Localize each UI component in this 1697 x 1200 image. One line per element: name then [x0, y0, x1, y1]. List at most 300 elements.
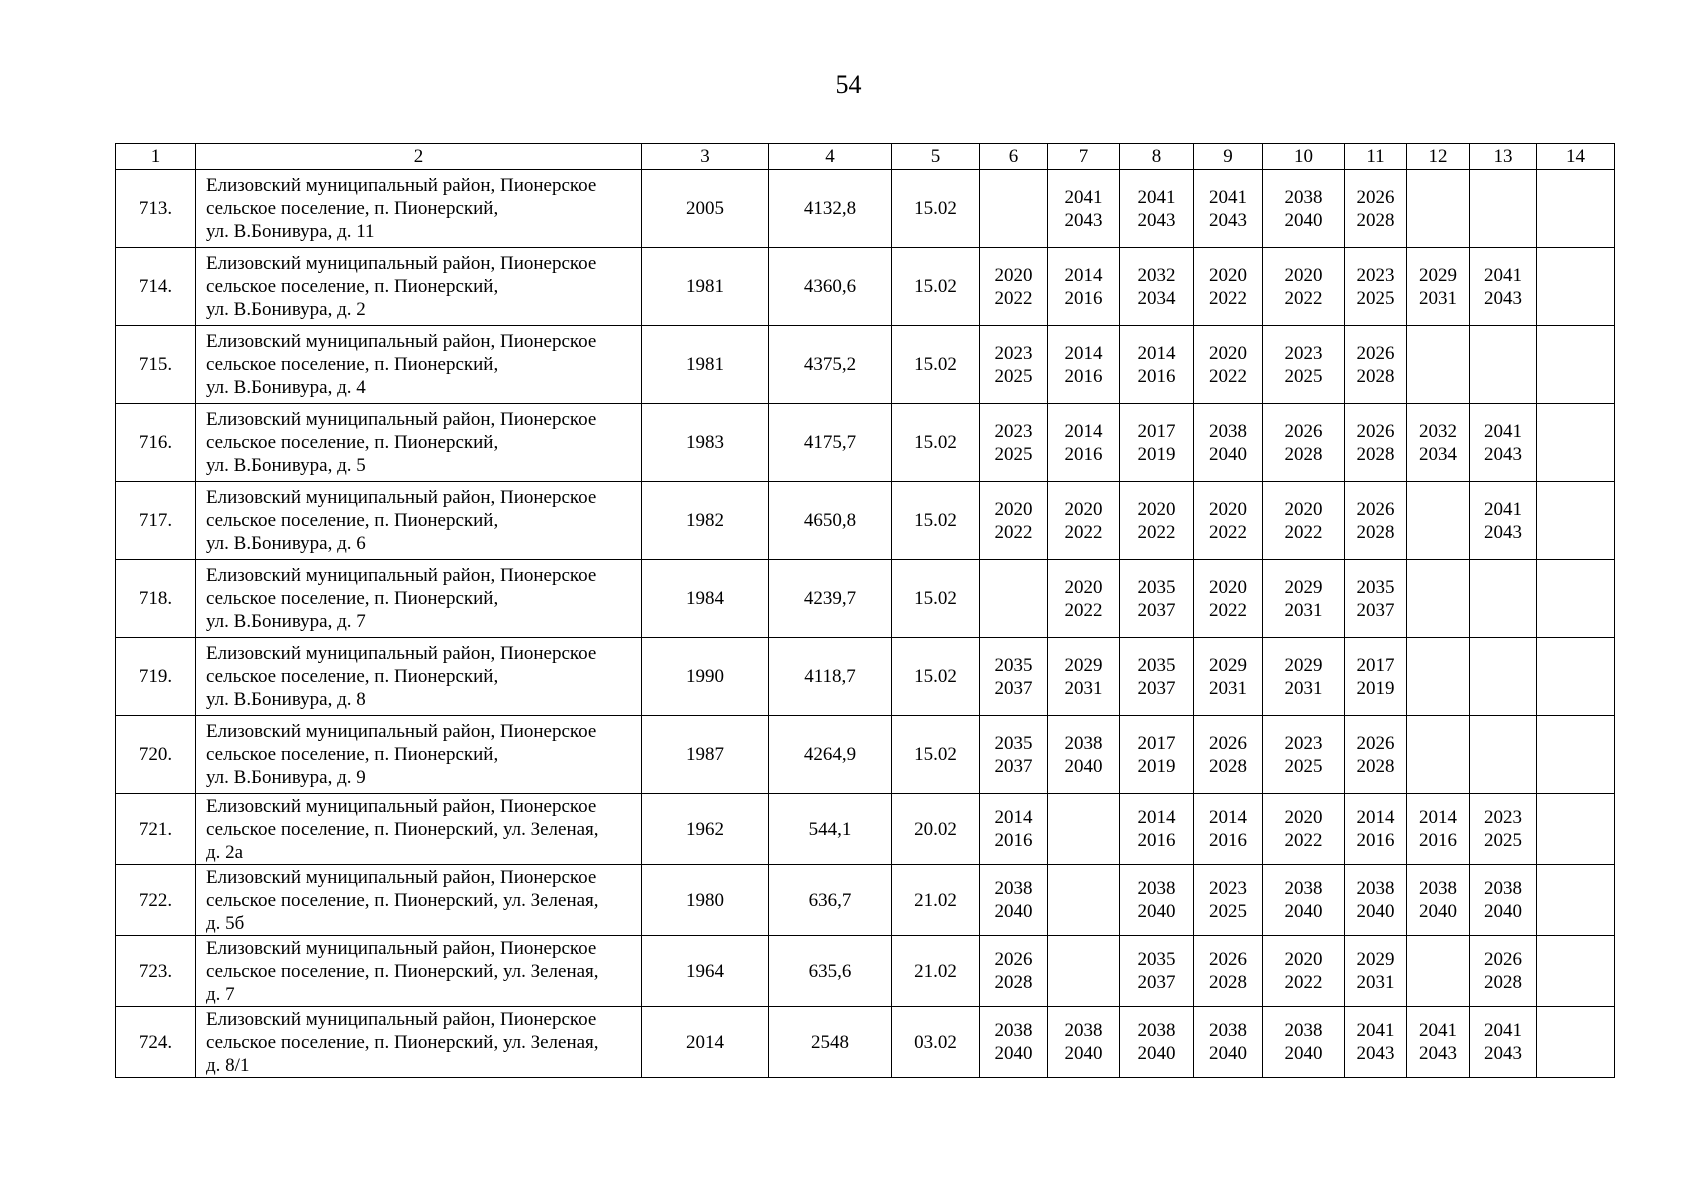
period-cell-c11: [1345, 936, 1407, 1007]
row-number: 715.: [116, 326, 196, 404]
period-start: 2035: [1356, 576, 1395, 598]
period-end: 2022: [1284, 830, 1323, 851]
period-start: 2029: [1209, 654, 1247, 676]
period-cell-c10: [1263, 326, 1345, 404]
period-cell-c6: [980, 326, 1048, 404]
period-end: 2040: [1356, 901, 1395, 922]
period-start: 2014: [1064, 342, 1103, 364]
period-start: 2029: [1284, 654, 1323, 676]
period-start: 2041: [1064, 186, 1103, 208]
code-cell: 15.02: [892, 638, 980, 716]
period-cell-c8: [1120, 794, 1194, 865]
address-line: сельское поселение, п. Пионерский,: [206, 198, 499, 219]
period-cell-c13: [1470, 326, 1537, 404]
period-start: 2038: [994, 1020, 1033, 1041]
period-start: 2023: [1284, 732, 1323, 754]
period-end: 2022: [1137, 521, 1176, 543]
period-end: 2028: [1484, 972, 1522, 993]
period-end: 2031: [1419, 287, 1457, 309]
address-cell: [196, 482, 642, 560]
period-start: 2035: [1137, 576, 1176, 598]
col14-cell: [1537, 404, 1615, 482]
period-cell-c9: [1194, 936, 1263, 1007]
period-end: 2034: [1419, 443, 1457, 465]
area-cell: 4239,7: [769, 560, 892, 638]
period-start: 2014: [1419, 807, 1457, 828]
period-cell-c6: [980, 170, 1048, 248]
period-end: 2043: [1484, 521, 1522, 543]
period-end: 2019: [1137, 755, 1176, 777]
period-cell-c12: [1407, 560, 1470, 638]
period-end: 2019: [1356, 677, 1395, 699]
period-end: 2043: [1484, 443, 1522, 465]
area-cell: 4360,6: [769, 248, 892, 326]
col14-cell: [1537, 936, 1615, 1007]
period-start: 2026: [1356, 420, 1395, 442]
row-number: 721.: [116, 794, 196, 865]
address-line: ул. В.Бонивура, д. 2: [206, 299, 366, 320]
period-start: 2041: [1484, 498, 1522, 520]
row-number: 713.: [116, 170, 196, 248]
address-line: сельское поселение, п. Пионерский,: [206, 510, 499, 531]
area-cell: 4264,9: [769, 716, 892, 794]
table-row: [116, 936, 1615, 1007]
period-end: 2034: [1137, 287, 1176, 309]
header-cell: 14: [1537, 144, 1615, 170]
period-start: 2023: [1484, 807, 1522, 828]
data-table: [115, 143, 1615, 1078]
period-end: 2019: [1137, 443, 1176, 465]
header-cell: 5: [892, 144, 980, 170]
period-cell-c12: [1407, 936, 1470, 1007]
period-end: 2022: [1209, 365, 1247, 387]
address-line: сельское поселение, п. Пионерский,: [206, 666, 499, 687]
address-line: Елизовский муниципальный район, Пионерское: [206, 795, 597, 817]
period-end: 2028: [1356, 521, 1395, 543]
period-end: 2022: [994, 287, 1033, 309]
period-end: 2040: [1209, 1043, 1247, 1064]
header-cell: 7: [1048, 144, 1120, 170]
period-cell-c6: [980, 716, 1048, 794]
period-end: 2025: [1356, 287, 1395, 309]
code-cell: 15.02: [892, 482, 980, 560]
table-row: [116, 794, 1615, 865]
period-start: 2014: [1064, 420, 1103, 442]
period-cell-c11: [1345, 404, 1407, 482]
period-cell-c12: [1407, 326, 1470, 404]
period-cell-c11: [1345, 1007, 1407, 1078]
period-cell-c12: [1407, 1007, 1470, 1078]
period-end: 2016: [1419, 830, 1457, 851]
period-start: 2026: [1356, 186, 1395, 208]
period-start: 2026: [994, 949, 1033, 970]
address-line: сельское поселение, п. Пионерский, ул. Зеленая,: [206, 889, 599, 911]
address-line: Елизовский муниципальный район, Пионерское: [206, 866, 597, 888]
period-start: 2026: [1484, 949, 1522, 970]
period-start: 2014: [1137, 807, 1176, 828]
col14-cell: [1537, 1007, 1615, 1078]
address-line: сельское поселение, п. Пионерский,: [206, 744, 499, 765]
period-start: 2020: [1137, 498, 1176, 520]
period-start: 2014: [1356, 807, 1395, 828]
period-cell-c9: [1194, 794, 1263, 865]
code-cell: 03.02: [892, 1007, 980, 1078]
period-end: 2028: [1284, 443, 1323, 465]
period-end: 2043: [1356, 1043, 1395, 1064]
period-start: 2014: [1064, 264, 1103, 286]
period-end: 2025: [1284, 365, 1323, 387]
period-cell-c9: [1194, 170, 1263, 248]
period-cell-c10: [1263, 1007, 1345, 1078]
address-line: сельское поселение, п. Пионерский,: [206, 276, 499, 297]
period-cell-c6: [980, 248, 1048, 326]
header-cell: 4: [769, 144, 892, 170]
period-end: 2028: [1356, 209, 1395, 231]
table-row: [116, 404, 1615, 482]
period-end: 2022: [1284, 521, 1323, 543]
address-line: сельское поселение, п. Пионерский,: [206, 588, 499, 609]
period-cell-c13: [1470, 248, 1537, 326]
period-end: 2022: [1209, 599, 1247, 621]
address-cell: [196, 716, 642, 794]
table-row: [116, 170, 1615, 248]
address-line: ул. В.Бонивура, д. 6: [206, 533, 366, 554]
period-cell-c12: [1407, 638, 1470, 716]
period-cell-c13: [1470, 560, 1537, 638]
table-row: [116, 638, 1615, 716]
period-start: 2026: [1284, 420, 1323, 442]
period-end: 2016: [1137, 365, 1176, 387]
period-cell-c9: [1194, 865, 1263, 936]
period-cell-c9: [1194, 560, 1263, 638]
address-cell: [196, 865, 642, 936]
year-cell: 2014: [642, 1007, 769, 1078]
period-end: 2016: [1356, 830, 1395, 851]
address-cell: [196, 326, 642, 404]
year-cell: 1983: [642, 404, 769, 482]
period-cell-c9: [1194, 716, 1263, 794]
period-cell-c7: [1048, 170, 1120, 248]
period-start: 2035: [1137, 949, 1176, 970]
col14-cell: [1537, 248, 1615, 326]
row-number: 716.: [116, 404, 196, 482]
address-line: ул. В.Бонивура, д. 9: [206, 767, 366, 788]
period-cell-c6: [980, 865, 1048, 936]
year-cell: 1964: [642, 936, 769, 1007]
period-cell-c12: [1407, 716, 1470, 794]
period-cell-c9: [1194, 482, 1263, 560]
area-cell: 4175,7: [769, 404, 892, 482]
table-row: [116, 560, 1615, 638]
period-cell-c11: [1345, 170, 1407, 248]
col14-cell: [1537, 638, 1615, 716]
period-start: 2038: [1137, 878, 1176, 899]
row-number: 724.: [116, 1007, 196, 1078]
code-cell: 15.02: [892, 404, 980, 482]
period-end: 2037: [1137, 972, 1176, 993]
period-start: 2026: [1209, 949, 1247, 970]
period-end: 2031: [1284, 599, 1323, 621]
period-end: 2028: [1356, 443, 1395, 465]
address-line: д. 2а: [206, 841, 244, 863]
period-cell-c6: [980, 638, 1048, 716]
period-end: 2016: [1064, 443, 1103, 465]
period-cell-c11: [1345, 248, 1407, 326]
period-start: 2038: [1356, 878, 1395, 899]
period-start: 2026: [1356, 342, 1395, 364]
period-cell-c6: [980, 482, 1048, 560]
period-cell-c10: [1263, 248, 1345, 326]
header-cell: 3: [642, 144, 769, 170]
period-start: 2038: [994, 878, 1033, 899]
address-line: сельское поселение, п. Пионерский,: [206, 354, 499, 375]
period-start: 2038: [1284, 878, 1323, 899]
code-cell: 15.02: [892, 248, 980, 326]
period-end: 2022: [1064, 521, 1103, 543]
period-cell-c11: [1345, 326, 1407, 404]
period-end: 2022: [1284, 972, 1323, 993]
period-cell-c7: [1048, 794, 1120, 865]
address-line: сельское поселение, п. Пионерский, ул. Зеленая,: [206, 960, 599, 982]
period-cell-c10: [1263, 865, 1345, 936]
year-cell: 1981: [642, 248, 769, 326]
period-start: 2038: [1284, 1020, 1323, 1041]
period-end: 2043: [1209, 209, 1247, 231]
period-cell-c10: [1263, 638, 1345, 716]
period-end: 2022: [1064, 599, 1103, 621]
year-cell: 1990: [642, 638, 769, 716]
row-number: 719.: [116, 638, 196, 716]
period-end: 2028: [994, 972, 1033, 993]
col14-cell: [1537, 482, 1615, 560]
period-cell-c6: [980, 560, 1048, 638]
period-cell-c11: [1345, 482, 1407, 560]
period-end: 2040: [1209, 443, 1247, 465]
period-start: 2041: [1484, 264, 1522, 286]
col14-cell: [1537, 716, 1615, 794]
period-cell-c10: [1263, 794, 1345, 865]
period-cell-c7: [1048, 638, 1120, 716]
address-line: д. 5б: [206, 912, 245, 934]
code-cell: 15.02: [892, 560, 980, 638]
period-cell-c8: [1120, 1007, 1194, 1078]
period-cell-c7: [1048, 716, 1120, 794]
period-start: 2020: [1209, 576, 1247, 598]
period-start: 2032: [1137, 264, 1176, 286]
period-start: 2038: [1137, 1020, 1176, 1041]
period-start: 2023: [1209, 878, 1247, 899]
period-start: 2017: [1137, 420, 1176, 442]
period-end: 2025: [1209, 901, 1247, 922]
period-cell-c9: [1194, 404, 1263, 482]
period-end: 2043: [1419, 1043, 1457, 1064]
period-start: 2020: [1064, 498, 1103, 520]
period-cell-c7: [1048, 560, 1120, 638]
period-start: 2017: [1356, 654, 1395, 676]
period-end: 2037: [994, 755, 1033, 777]
address-line: Елизовский муниципальный район, Пионерское: [206, 409, 597, 430]
col14-cell: [1537, 794, 1615, 865]
col14-cell: [1537, 170, 1615, 248]
address-line: Елизовский муниципальный район, Пионерское: [206, 643, 597, 664]
period-end: 2037: [994, 677, 1033, 699]
table-row: [116, 482, 1615, 560]
period-start: 2038: [1064, 1020, 1103, 1041]
address-line: Елизовский муниципальный район, Пионерское: [206, 721, 597, 742]
header-cell: 13: [1470, 144, 1537, 170]
period-start: 2041: [1137, 186, 1176, 208]
period-end: 2025: [994, 443, 1033, 465]
period-cell-c11: [1345, 865, 1407, 936]
period-cell-c6: [980, 794, 1048, 865]
period-end: 2040: [994, 1043, 1033, 1064]
period-cell-c8: [1120, 482, 1194, 560]
period-start: 2035: [1137, 654, 1176, 676]
period-start: 2038: [1284, 186, 1323, 208]
period-end: 2043: [1064, 209, 1103, 231]
address-line: Елизовский муниципальный район, Пионерское: [206, 1008, 597, 1030]
period-cell-c12: [1407, 865, 1470, 936]
period-cell-c6: [980, 936, 1048, 1007]
period-start: 2026: [1209, 732, 1247, 754]
period-cell-c8: [1120, 170, 1194, 248]
period-cell-c8: [1120, 248, 1194, 326]
row-number: 723.: [116, 936, 196, 1007]
period-start: 2020: [1284, 807, 1323, 828]
period-end: 2040: [1064, 1043, 1103, 1064]
period-end: 2022: [1209, 287, 1247, 309]
header-cell: 10: [1263, 144, 1345, 170]
period-end: 2040: [1419, 901, 1457, 922]
code-cell: 15.02: [892, 716, 980, 794]
address-line: д. 8/1: [206, 1054, 250, 1076]
year-cell: 1980: [642, 865, 769, 936]
period-cell-c9: [1194, 638, 1263, 716]
row-number: 722.: [116, 865, 196, 936]
period-end: 2040: [1484, 901, 1522, 922]
period-cell-c10: [1263, 560, 1345, 638]
period-end: 2037: [1137, 599, 1176, 621]
row-number: 720.: [116, 716, 196, 794]
period-start: 2023: [994, 420, 1033, 442]
code-cell: 21.02: [892, 865, 980, 936]
period-end: 2031: [1209, 677, 1247, 699]
period-end: 2040: [1284, 209, 1323, 231]
table-row: [116, 865, 1615, 936]
period-start: 2020: [994, 264, 1033, 286]
period-start: 2023: [994, 342, 1033, 364]
period-start: 2038: [1209, 420, 1247, 442]
period-cell-c10: [1263, 716, 1345, 794]
period-end: 2040: [1284, 1043, 1323, 1064]
address-line: сельское поселение, п. Пионерский,: [206, 432, 499, 453]
period-end: 2028: [1209, 755, 1247, 777]
period-start: 2041: [1484, 420, 1522, 442]
code-cell: 15.02: [892, 326, 980, 404]
period-start: 2029: [1284, 576, 1323, 598]
row-number: 717.: [116, 482, 196, 560]
period-cell-c7: [1048, 404, 1120, 482]
period-cell-c13: [1470, 404, 1537, 482]
period-start: 2035: [994, 654, 1033, 676]
period-start: 2020: [1284, 264, 1323, 286]
col14-cell: [1537, 326, 1615, 404]
period-cell-c13: [1470, 170, 1537, 248]
period-cell-c12: [1407, 170, 1470, 248]
period-start: 2020: [1209, 498, 1247, 520]
period-start: 2038: [1209, 1020, 1247, 1041]
period-cell-c7: [1048, 865, 1120, 936]
period-start: 2038: [1484, 878, 1522, 899]
header-cell: 2: [196, 144, 642, 170]
address-cell: [196, 170, 642, 248]
period-cell-c11: [1345, 638, 1407, 716]
period-start: 2014: [994, 807, 1033, 828]
period-start: 2020: [1209, 264, 1247, 286]
period-start: 2020: [1209, 342, 1247, 364]
period-end: 2043: [1484, 1043, 1522, 1064]
period-cell-c13: [1470, 794, 1537, 865]
period-start: 2029: [1064, 654, 1103, 676]
row-number: 718.: [116, 560, 196, 638]
period-end: 2037: [1356, 599, 1395, 621]
header-cell: 1: [116, 144, 196, 170]
period-cell-c10: [1263, 170, 1345, 248]
period-start: 2035: [994, 732, 1033, 754]
period-end: 2028: [1356, 755, 1395, 777]
address-cell: [196, 1007, 642, 1078]
area-cell: 4132,8: [769, 170, 892, 248]
period-cell-c13: [1470, 482, 1537, 560]
period-end: 2031: [1284, 677, 1323, 699]
address-line: ул. В.Бонивура, д. 11: [206, 221, 375, 242]
year-cell: 1984: [642, 560, 769, 638]
period-cell-c11: [1345, 794, 1407, 865]
period-end: 2028: [1356, 365, 1395, 387]
address-cell: [196, 936, 642, 1007]
period-start: 2029: [1356, 949, 1395, 970]
period-end: 2022: [994, 521, 1033, 543]
period-end: 2040: [994, 901, 1033, 922]
period-end: 2016: [1137, 830, 1176, 851]
period-start: 2038: [1064, 732, 1103, 754]
header-cell: 8: [1120, 144, 1194, 170]
period-cell-c8: [1120, 404, 1194, 482]
header-cell: 12: [1407, 144, 1470, 170]
period-end: 2037: [1137, 677, 1176, 699]
address-line: ул. В.Бонивура, д. 8: [206, 689, 366, 710]
address-cell: [196, 560, 642, 638]
period-cell-c13: [1470, 1007, 1537, 1078]
header-cell: 6: [980, 144, 1048, 170]
header-cell: 11: [1345, 144, 1407, 170]
col14-cell: [1537, 560, 1615, 638]
table-row: [116, 326, 1615, 404]
address-cell: [196, 794, 642, 865]
period-end: 2016: [1209, 830, 1247, 851]
period-cell-c12: [1407, 248, 1470, 326]
period-cell-c8: [1120, 865, 1194, 936]
year-cell: 2005: [642, 170, 769, 248]
period-cell-c9: [1194, 326, 1263, 404]
period-start: 2023: [1356, 264, 1395, 286]
code-cell: 21.02: [892, 936, 980, 1007]
period-cell-c12: [1407, 404, 1470, 482]
address-line: сельское поселение, п. Пионерский, ул. Зеленая,: [206, 818, 599, 840]
code-cell: 20.02: [892, 794, 980, 865]
period-cell-c10: [1263, 404, 1345, 482]
period-cell-c7: [1048, 248, 1120, 326]
